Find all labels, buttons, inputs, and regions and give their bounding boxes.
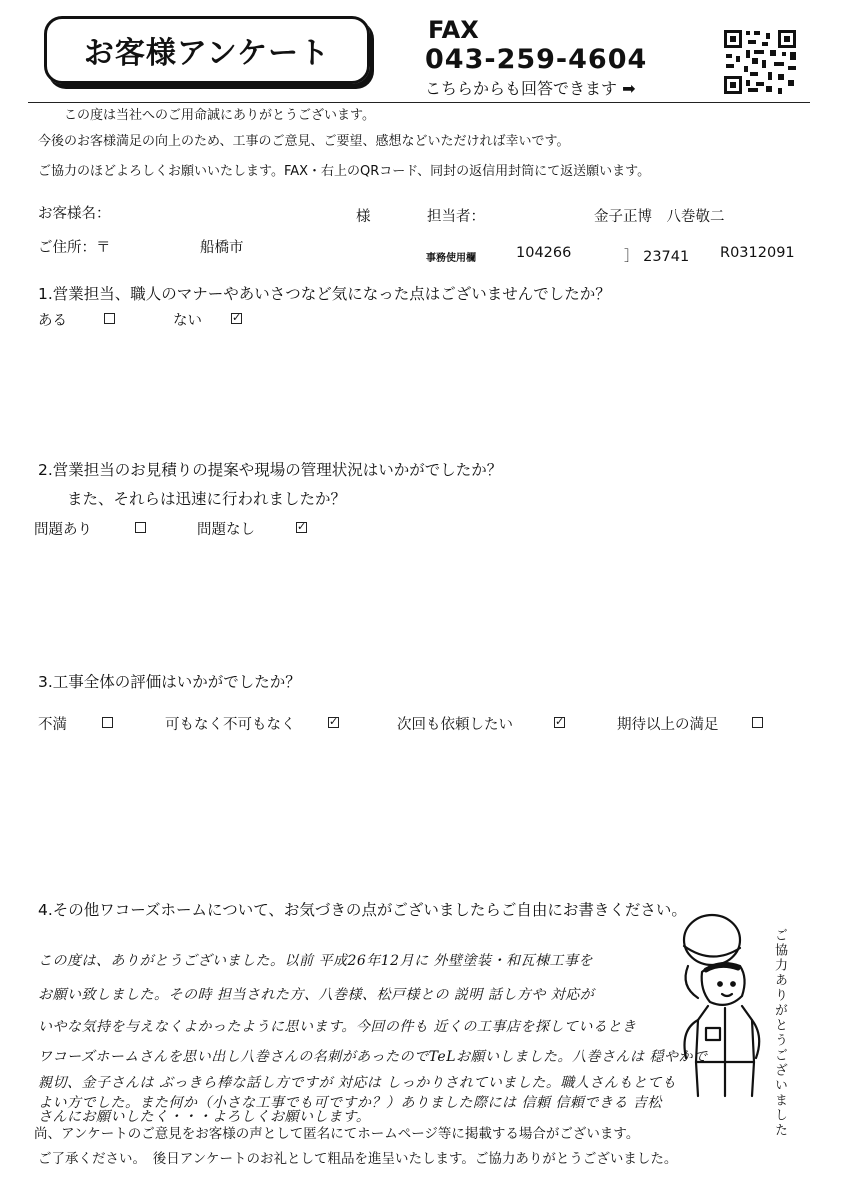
q3-checkbox[interactable]	[752, 717, 763, 728]
q2-option-label: 問題なし	[197, 522, 255, 538]
fax-note: こちらからも回答できます ➡	[425, 79, 636, 98]
q3-option-label: 期待以上の満足	[617, 717, 719, 733]
q2-option-label: 問題あり	[34, 522, 92, 538]
handwritten-answer-line: いやな気持を与えなくよかったように思います。今回の件も 近くの工事店を探しているとき	[38, 1019, 637, 1035]
q1-option-label: ある	[38, 313, 67, 329]
fax-number: 043-259-4604	[425, 44, 648, 75]
question-2: 2.営業担当のお見積りの提案や現場の管理状況はいかがでしたか？	[38, 461, 503, 479]
qr-code-icon[interactable]	[722, 28, 798, 96]
header-divider	[28, 102, 810, 103]
address-label: ご住所：〒	[38, 240, 111, 256]
footer-line-1: 尚、アンケートのご意見をお客様の声として匿名にてホームページ等に掲載する場合がございます。	[34, 1126, 640, 1142]
q3-option-label: 不満	[38, 717, 67, 733]
question-3: 3.工事全体の評価はいかがでしたか？	[38, 673, 301, 691]
address-value: 船橋市	[200, 240, 244, 256]
office-use-label: 事務使用欄	[426, 253, 476, 264]
q1-checkbox[interactable]	[104, 313, 115, 324]
staff-label: 担当者：	[427, 209, 485, 225]
handwritten-answer-line: ワコーズホームさんを思い出し八巻さんの名刺があったのでTeLお願いしました。八巻さんは 穏やかで	[38, 1049, 708, 1065]
q2-checkbox[interactable]: ✓	[297, 520, 307, 533]
q2-checkbox[interactable]	[135, 522, 146, 533]
q1-option-label: ない	[173, 313, 202, 329]
office-code-2: ］ 23741	[624, 249, 690, 265]
intro-line-1: この度は当社へのご用命誠にありがとうございます。	[64, 108, 375, 123]
intro-line-3: ご協力のほどよろしくお願いいたします。FAX・右上のQRコード、同封の返信用封筒にて返送願います。	[38, 164, 651, 179]
q1-checkbox[interactable]: ✓	[232, 311, 242, 324]
q3-checkbox[interactable]	[102, 717, 113, 728]
customer-name-label: お客様名：	[38, 206, 111, 222]
q3-checkbox[interactable]: ✓	[329, 715, 339, 728]
intro-line-2: 今後のお客様満足の向上のため、工事のご意見、ご要望、感想などいただければ幸いです。	[38, 134, 570, 149]
handwritten-answer-line: さんにお願いしたく・・・よろしくお願いします。	[38, 1109, 371, 1125]
handwritten-answer-line: お願い致しました。その時 担当された方、八巻様、松戸様との 説明 話し方や 対応が	[38, 987, 595, 1003]
q3-option-label: 可もなく不可もなく	[165, 717, 296, 733]
mascot-worker-illustration	[668, 910, 772, 1100]
question-1: 1.営業担当、職人のマナーやあいさつなど気になった点はございませんでしたか？	[38, 285, 611, 303]
office-code-3: R0312091	[720, 245, 795, 261]
survey-title: お客様アンケート	[44, 16, 370, 84]
staff-names: 金子正博 八巻敬二	[594, 209, 725, 225]
q3-checkbox[interactable]: ✓	[555, 715, 565, 728]
handwritten-answer-line: この度は、ありがとうございました。以前 平成26年12月に 外壁塗装・和瓦棟工事を	[38, 953, 594, 969]
fax-label: FAX	[428, 16, 479, 44]
q3-option-label: 次回も依頼したい	[397, 717, 513, 733]
thanks-vertical-text: ご協力ありがとうございました	[772, 928, 787, 1138]
question-2-subline: また、それらは迅速に行われましたか？	[67, 490, 347, 508]
question-4: 4.その他ワコーズホームについて、お気づきの点がございましたらご自由にお書きください。	[38, 901, 687, 919]
office-code-1: 104266	[516, 245, 572, 261]
footer-line-2: ご了承ください。 後日アンケートのお礼として粗品を進呈いたします。ご協力ありがとうございました。	[38, 1151, 678, 1167]
handwritten-answer-line: 親切、金子さんは ぶっきら棒な話し方ですが 対応は しっかりされていました。職人さんもとても	[38, 1075, 677, 1091]
handwritten-answer-line: よい方でした。また何か（小さな工事でも可ですか？）ありました際には 信頼 信頼できる 吉松	[38, 1095, 662, 1111]
honorific: 様	[356, 209, 371, 225]
